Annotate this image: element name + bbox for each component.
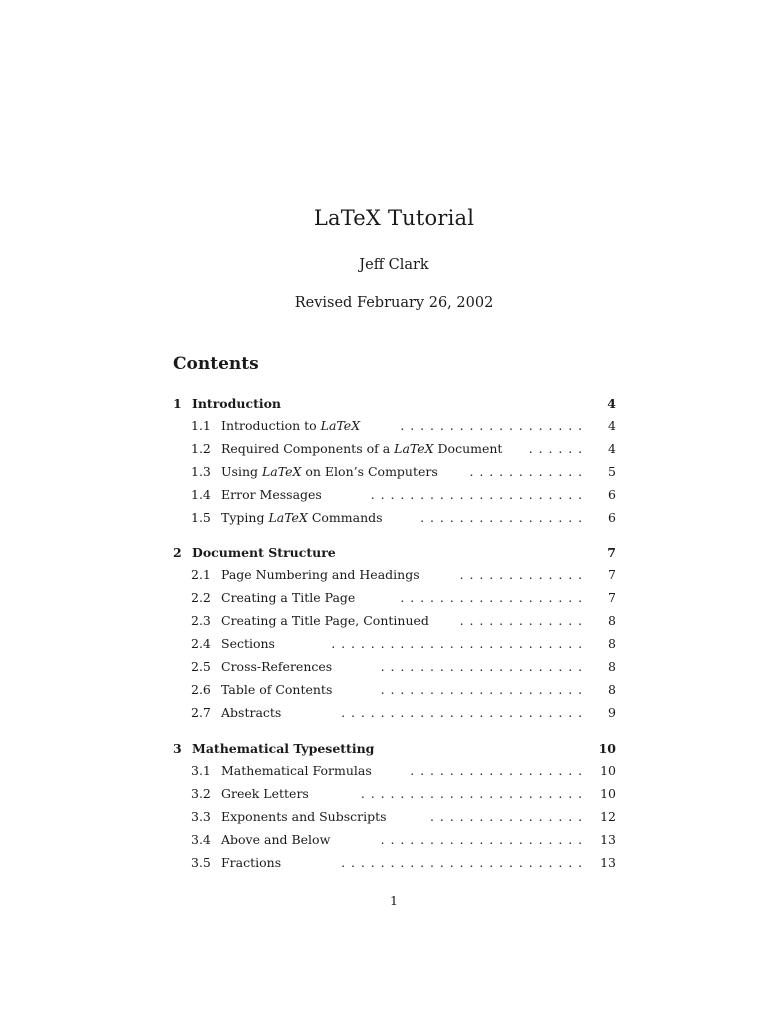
toc-entry-page: 9 [608, 705, 616, 720]
toc-leader-dots: ......................... [341, 855, 588, 870]
toc-leader-dots: ..................... [380, 832, 588, 847]
toc-entry-title: Abstracts [221, 705, 282, 720]
toc-entry-number: 3.2 [191, 786, 211, 801]
toc-leader-dots: ............. [459, 613, 588, 628]
toc-entry-number: 2.2 [191, 590, 211, 605]
toc-section-row [173, 740, 616, 758]
toc-entry-page: 4 [608, 441, 616, 456]
contents-heading: Contents [173, 354, 259, 374]
toc-entry-number: 1.2 [191, 441, 211, 456]
toc-entry-row [173, 509, 616, 527]
toc-entry-title: Typing LaTeX Commands [221, 510, 383, 525]
toc-entry-title: Creating a Title Page [221, 590, 356, 605]
toc-entry-title: Page Numbering and Headings [221, 567, 420, 582]
toc-entry-page: 10 [600, 786, 616, 801]
toc-entry-page: 8 [608, 659, 616, 674]
toc-leader-dots: ..................... [380, 682, 588, 697]
toc-entry-page: 12 [600, 809, 616, 824]
toc-entry-number: 3.1 [191, 763, 211, 778]
toc-entry-row [173, 463, 616, 481]
toc-section-number: 1 [173, 396, 182, 411]
toc-leader-dots: ................ [430, 809, 588, 824]
toc-leader-dots: .................. [410, 763, 588, 778]
toc-section-title: Introduction [192, 396, 282, 411]
toc-entry-title: Sections [221, 636, 275, 651]
toc-entry-page: 8 [608, 636, 616, 651]
toc-entry-page: 6 [608, 510, 616, 525]
toc-entry-title: Introduction to LaTeX [221, 418, 361, 433]
toc-entry-row [173, 658, 616, 676]
toc-section-row [173, 544, 616, 562]
toc-entry-page: 8 [608, 613, 616, 628]
toc-entry-title: Using LaTeX on Elon’s Computers [221, 464, 438, 479]
toc-leader-dots: ..................... [380, 659, 588, 674]
toc-entry-row [173, 762, 616, 780]
toc-leader-dots: .......................... [331, 636, 588, 651]
toc-entry-page: 8 [608, 682, 616, 697]
toc-entry-row [173, 808, 616, 826]
toc-entry-page: 4 [608, 418, 616, 433]
toc-entry-number: 3.3 [191, 809, 211, 824]
toc-entry-row [173, 566, 616, 584]
toc-entry-page: 7 [608, 567, 616, 582]
toc-leader-dots: ...... [528, 441, 588, 456]
toc-entry-number: 2.4 [191, 636, 211, 651]
toc-entry-title: Error Messages [221, 487, 322, 502]
toc-entry-number: 1.5 [191, 510, 211, 525]
toc-entry-row [173, 612, 616, 630]
toc-entry-title: Exponents and Subscripts [221, 809, 387, 824]
toc-leader-dots: ...................... [370, 487, 588, 502]
toc-section-page: 10 [598, 741, 616, 756]
toc-leader-dots: ......................... [341, 705, 588, 720]
toc-section-number: 3 [173, 741, 182, 756]
toc-entry-number: 2.1 [191, 567, 211, 582]
toc-entry-number: 1.4 [191, 487, 211, 502]
toc-entry-page: 5 [608, 464, 616, 479]
toc-entry-title: Table of Contents [221, 682, 333, 697]
toc-entry-row [173, 589, 616, 607]
toc-entry-row [173, 831, 616, 849]
toc-entry-row [173, 785, 616, 803]
toc-entry-page: 7 [608, 590, 616, 605]
document-author: Jeff Clark [359, 257, 429, 273]
toc-entry-title: Above and Below [221, 832, 331, 847]
toc-entry-row [173, 440, 616, 458]
toc-entry-number: 2.5 [191, 659, 211, 674]
toc-entry-title: Mathematical Formulas [221, 763, 372, 778]
toc-entry-number: 1.3 [191, 464, 211, 479]
toc-entry-row [173, 486, 616, 504]
toc-section-page: 7 [607, 545, 616, 560]
toc-section-page: 4 [607, 396, 616, 411]
document-title: LaTeX Tutorial [313, 206, 475, 230]
toc-leader-dots: ................. [420, 510, 588, 525]
toc-entry-row [173, 417, 616, 435]
toc-entry-number: 2.7 [191, 705, 211, 720]
toc-leader-dots: ................... [400, 590, 588, 605]
toc-entry-title: Cross-References [221, 659, 333, 674]
toc-section-title: Mathematical Typesetting [192, 741, 375, 756]
toc-entry-number: 1.1 [191, 418, 211, 433]
toc-entry-title: Greek Letters [221, 786, 309, 801]
toc-entry-number: 3.4 [191, 832, 211, 847]
toc-entry-number: 2.3 [191, 613, 211, 628]
document-date: Revised February 26, 2002 [294, 295, 494, 311]
toc-entry-row [173, 704, 616, 722]
toc-entry-page: 10 [600, 763, 616, 778]
toc-entry-row [173, 854, 616, 872]
toc-entry-number: 3.5 [191, 855, 211, 870]
toc-entry-title: Fractions [221, 855, 282, 870]
toc-entry-row [173, 635, 616, 653]
toc-leader-dots: ............. [459, 567, 588, 582]
toc-section-row [173, 395, 616, 413]
toc-entry-page: 13 [600, 855, 616, 870]
toc-entry-title: Required Components of a LaTeX Document [221, 441, 503, 456]
toc-entry-title: Creating a Title Page, Continued [221, 613, 429, 628]
toc-section-number: 2 [173, 545, 182, 560]
toc-entry-page: 6 [608, 487, 616, 502]
toc-entry-number: 2.6 [191, 682, 211, 697]
toc-leader-dots: ....................... [360, 786, 588, 801]
toc-entry-page: 13 [600, 832, 616, 847]
toc-entry-row [173, 681, 616, 699]
toc-leader-dots: ................... [400, 418, 588, 433]
page-number: 1 [390, 893, 398, 908]
toc-section-title: Document Structure [192, 545, 336, 560]
toc-leader-dots: ............ [469, 464, 588, 479]
